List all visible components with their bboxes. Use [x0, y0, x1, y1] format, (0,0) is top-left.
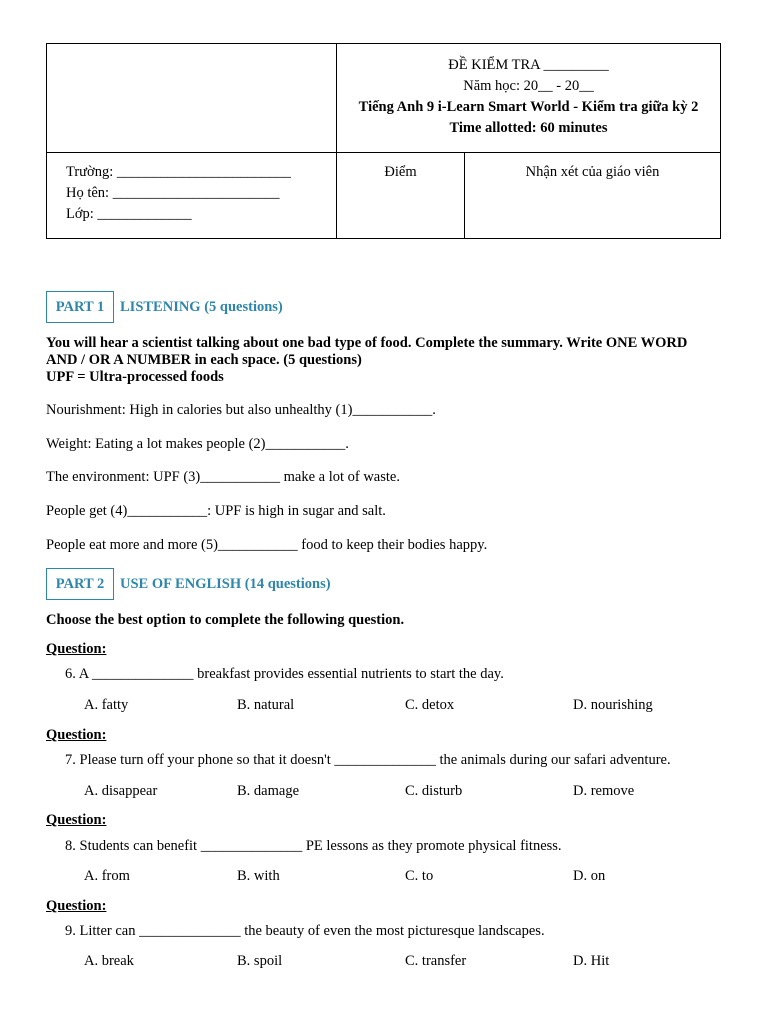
- question-label: Question:: [46, 812, 107, 828]
- option-a: A. fatty: [84, 697, 129, 713]
- part1-title: LISTENING (5 questions): [120, 299, 283, 315]
- summary-line-1: Nourishment: High in calories but also unhealthy (1)___________.: [46, 402, 436, 418]
- part1-label: PART 1: [46, 291, 114, 323]
- option-d: D. remove: [573, 783, 635, 799]
- question-label: Question:: [46, 898, 107, 914]
- question-text: 7. Please turn off your phone so that it doesn't ______________ the animals during our safari adventure.: [65, 752, 671, 768]
- part2-label: PART 2: [46, 568, 114, 600]
- upf-note: UPF = Ultra-processed foods: [46, 369, 224, 385]
- exam-heading: [337, 44, 720, 152]
- option-d: D. nourishing: [573, 697, 653, 713]
- question-text: 8. Students can benefit ______________ PE lessons as they promote physical fitness.: [65, 838, 562, 854]
- exam-title: ĐỀ KIỂM TRA _________: [448, 57, 609, 73]
- option-b: B. with: [237, 868, 280, 884]
- option-c: C. detox: [405, 697, 455, 713]
- question-text: 9. Litter can ______________ the beauty of even the most picturesque landscapes.: [65, 923, 545, 939]
- option-b: B. natural: [237, 697, 295, 713]
- class-field: Lớp: _____________: [66, 206, 192, 222]
- summary-line-5: People eat more and more (5)___________ food to keep their bodies happy.: [46, 537, 488, 553]
- school-year: Năm học: 20__ - 20__: [463, 78, 594, 94]
- name-field: Họ tên: _______________________: [66, 185, 280, 201]
- option-a: A. break: [84, 953, 134, 969]
- header-table: [46, 43, 721, 239]
- option-a: A. disappear: [84, 783, 158, 799]
- option-a: A. from: [84, 868, 130, 884]
- summary-line-3: The environment: UPF (3)___________ make a lot of waste.: [46, 469, 400, 485]
- subject-title: Tiếng Anh 9 i-Learn Smart World - Kiểm tra giữa kỳ 2: [358, 99, 699, 115]
- question-label: Question:: [46, 641, 107, 657]
- time-allotted: Time allotted: 60 minutes: [449, 120, 608, 136]
- score-label: Điểm: [384, 164, 417, 180]
- option-b: B. damage: [237, 783, 300, 799]
- option-c: C. disturb: [405, 783, 463, 799]
- option-c: C. to: [405, 868, 434, 884]
- option-c: C. transfer: [405, 953, 467, 969]
- summary-line-2: Weight: Eating a lot makes people (2)___________.: [46, 436, 349, 452]
- question-text: 6. A ______________ breakfast provides essential nutrients to start the day.: [65, 666, 504, 682]
- option-d: D. on: [573, 868, 606, 884]
- option-b: B. spoil: [237, 953, 283, 969]
- part2-title: USE OF ENGLISH (14 questions): [120, 576, 331, 592]
- student-info: [66, 162, 291, 225]
- instruction-text: You will hear a scientist talking about one bad type of food. Complete the summary. Write ONE WORD AND / OR A NUMBER in each space. (5 questions): [46, 335, 688, 368]
- part1-instruction: [46, 335, 706, 386]
- school-field: Trường: ________________________: [66, 164, 291, 180]
- option-d: D. Hit: [573, 953, 610, 969]
- part2-instruction: Choose the best option to complete the following question.: [46, 612, 405, 628]
- table-divider: [47, 152, 720, 153]
- summary-line-4: People get (4)___________: UPF is high in sugar and salt.: [46, 503, 386, 519]
- question-label: Question:: [46, 727, 107, 743]
- comment-label: Nhận xét của giáo viên: [525, 164, 660, 180]
